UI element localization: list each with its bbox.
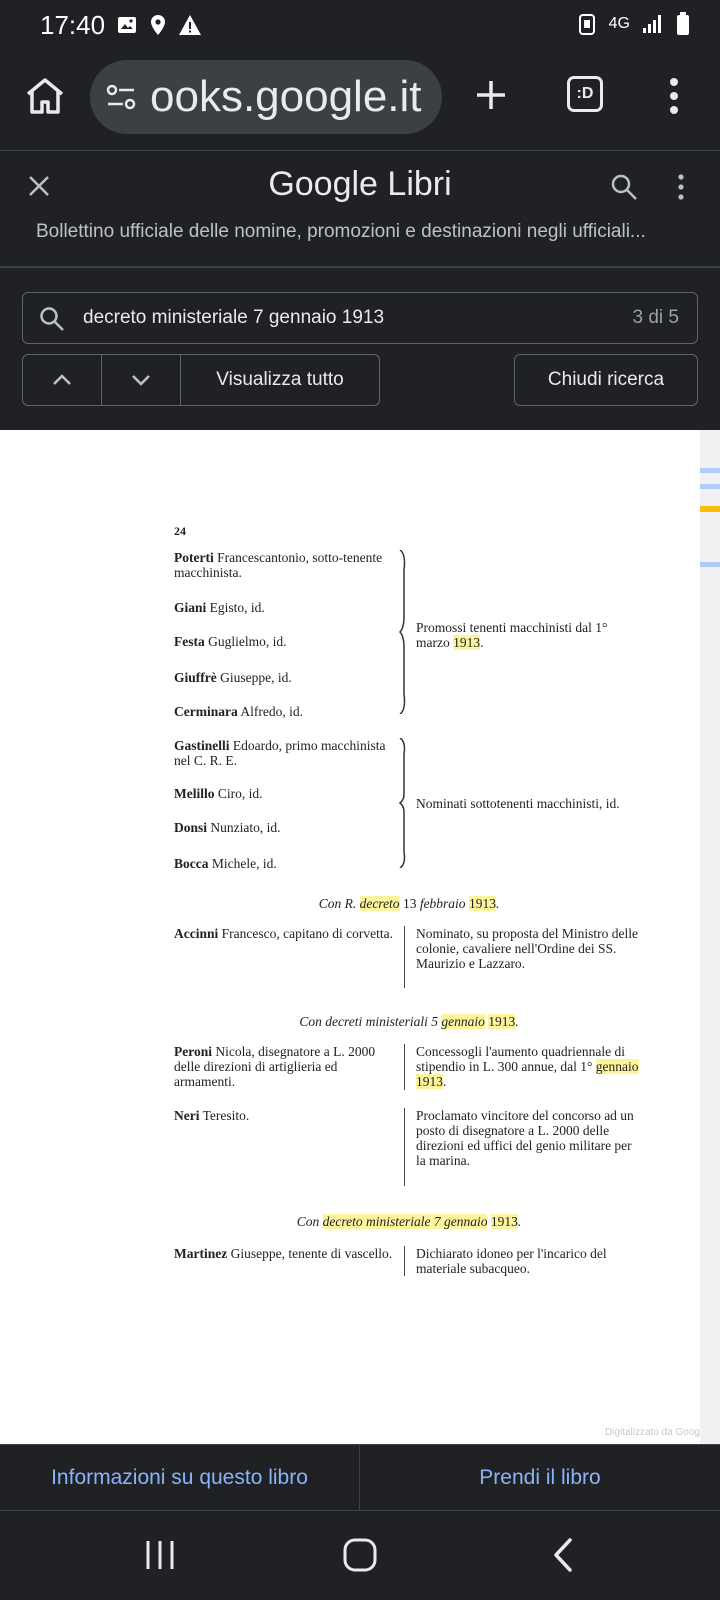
entry-text: Nunziato, id.	[210, 820, 281, 835]
search-icon[interactable]	[610, 173, 638, 201]
previous-result-button[interactable]	[22, 354, 102, 406]
libri-text: Libri	[387, 165, 452, 203]
surname: Accinni	[174, 926, 219, 941]
highlight-match: decreto ministeriale 7 gennaio	[322, 1214, 488, 1229]
home-icon[interactable]	[24, 76, 66, 116]
result-count: 3 di 5	[632, 307, 679, 328]
list-item	[174, 856, 396, 871]
entry-action: Concessogli l'aumento quadriennale di stipendio in L. 300 annue, dal 1° gennaio 1913.	[416, 1044, 639, 1089]
group-action: Promossi tenenti macchinisti dal 1° marzo 1913.	[416, 620, 608, 650]
back-icon[interactable]	[552, 1537, 574, 1573]
book-title: Bollettino ufficiale delle nomine, promozioni e destinazioni negli ufficiali...	[36, 221, 646, 242]
next-result-button[interactable]	[101, 354, 181, 406]
group-action: Nominati sottotenenti macchinisti, id.	[416, 796, 620, 811]
surname: Gastinelli	[174, 738, 230, 753]
list-item	[174, 1044, 396, 1089]
system-nav-bar	[0, 1510, 720, 1600]
highlight-match: decreto	[359, 896, 400, 911]
highlight-match: gennaio	[595, 1059, 639, 1074]
list-item	[174, 1108, 396, 1123]
surname: Festa	[174, 634, 205, 649]
home-nav-icon[interactable]	[342, 1537, 378, 1573]
search-panel	[0, 268, 720, 430]
surname: Peroni	[174, 1044, 212, 1059]
highlight-match: gennaio	[441, 1014, 485, 1029]
divider	[404, 1044, 405, 1090]
status-time: 17:40	[40, 10, 106, 40]
entry-text: Francesco, capitano di corvetta.	[221, 926, 393, 941]
data-saver-icon	[577, 12, 597, 36]
books-header	[0, 150, 720, 268]
highlight-match: 1913	[488, 1014, 516, 1029]
surname: Giuffrè	[174, 670, 217, 685]
current-result-marker[interactable]	[700, 506, 720, 512]
divider	[404, 1108, 405, 1186]
section-heading: Con R. decreto 13 febbraio 1913.	[318, 896, 500, 911]
divider	[404, 926, 405, 988]
highlight-match: 1913	[416, 1074, 443, 1089]
surname: Donsi	[174, 820, 208, 835]
entry-text: Guglielmo, id.	[208, 634, 287, 649]
network-type: 4G	[608, 15, 630, 32]
chevron-up-icon	[52, 374, 72, 386]
search-query[interactable]: decreto ministeriale 7 gennaio 1913	[83, 307, 385, 328]
highlight-match: 1913	[468, 896, 496, 911]
entry-text: Giuseppe, id.	[220, 670, 292, 685]
surname: Melillo	[174, 786, 215, 801]
entry-text: Egisto, id.	[209, 600, 265, 615]
more-options-icon[interactable]	[675, 173, 687, 201]
tabs-label: :D	[576, 85, 594, 102]
result-marker[interactable]	[700, 484, 720, 489]
entry-text: Ciro, id.	[217, 786, 263, 801]
google-logo-text: Google	[268, 165, 378, 203]
page-viewer[interactable]	[0, 430, 720, 1444]
divider	[404, 1246, 405, 1276]
url-bar[interactable]	[90, 60, 442, 134]
section-heading: Con decreti ministeriali 5 gennaio 1913.	[299, 1014, 519, 1029]
section-heading: Con decreto ministeriale 7 gennaio 1913.	[296, 1214, 522, 1229]
result-marker[interactable]	[700, 468, 720, 473]
close-search-button[interactable]	[514, 354, 698, 406]
list-item	[174, 670, 396, 685]
recent-apps-icon[interactable]	[144, 1539, 176, 1571]
list-item	[174, 820, 396, 835]
search-field-icon	[39, 306, 65, 332]
book-info-link[interactable]: Informazioni su questo libro	[0, 1445, 360, 1511]
site-settings-icon[interactable]	[106, 82, 136, 112]
action-text: Promossi tenenti macchinisti dal 1° marzo	[416, 620, 608, 650]
highlight-match: 1913	[490, 1214, 518, 1229]
list-item	[174, 738, 396, 768]
entry-action: Dichiarato idoneo per l'incarico del materiale subacqueo.	[416, 1246, 607, 1276]
search-input[interactable]	[22, 292, 698, 344]
bottom-links	[0, 1444, 720, 1510]
surname: Neri	[174, 1108, 200, 1123]
list-item	[174, 550, 396, 580]
get-book-link[interactable]: Prendi il libro	[479, 1466, 601, 1489]
url-text[interactable]: ooks.google.it	[150, 72, 422, 121]
list-item	[174, 1246, 396, 1261]
entry-action: Nominato, su proposta del Ministro delle colonie, cavaliere nell'Ordine dei SS. Maurizio e Lazzaro.	[416, 926, 638, 971]
browser-toolbar	[0, 52, 720, 150]
signal-icon	[642, 14, 664, 34]
close-search-label: Chiudi ricerca	[547, 369, 665, 390]
list-item	[174, 926, 396, 941]
highlight-match: 1913	[453, 635, 481, 650]
result-marker[interactable]	[700, 562, 720, 567]
surname: Cerminara	[174, 704, 238, 719]
entry-text: Michele, id.	[211, 856, 277, 871]
list-item	[174, 786, 396, 801]
warning-icon	[178, 14, 202, 36]
entry-text: Edoardo, primo macchinista nel C. R. E.	[174, 738, 386, 768]
list-item	[174, 704, 396, 719]
location-icon	[148, 14, 168, 36]
battery-icon	[676, 12, 690, 36]
chevron-down-icon	[131, 374, 151, 386]
gallery-icon	[116, 14, 138, 36]
entry-action: Proclamato vincitore del concorso ad un posto di disegnatore a L. 2000 delle direzioni ed uffici del genio militare per la marina.	[416, 1108, 634, 1168]
surname: Bocca	[174, 856, 209, 871]
page-number: 24	[174, 524, 186, 538]
entry-text: Nicola, disegnatore a L. 2000 delle direzioni di artiglieria ed armamenti.	[174, 1044, 376, 1089]
more-vert-icon[interactable]	[666, 76, 682, 116]
surname: Giani	[174, 600, 207, 615]
watermark: Digitalizzato da Goog	[604, 1427, 700, 1438]
surname: Martinez	[174, 1246, 228, 1261]
plus-icon[interactable]	[474, 78, 508, 112]
scrollbar[interactable]	[700, 430, 720, 1444]
entry-text: Giuseppe, tenente di vascello.	[230, 1246, 393, 1261]
brace	[398, 738, 408, 868]
entry-text: Alfredo, id.	[240, 704, 303, 719]
entry-text: Francescantonio, sotto-tenente macchinista.	[174, 550, 383, 580]
surname: Poterti	[174, 550, 214, 565]
view-all-label: Visualizza tutto	[216, 369, 344, 390]
list-item	[174, 634, 396, 649]
view-all-button[interactable]	[180, 354, 380, 406]
tabs-button[interactable]	[567, 76, 603, 112]
entry-text: Teresito.	[202, 1108, 250, 1123]
status-bar	[0, 0, 720, 52]
list-item	[174, 600, 396, 615]
brace	[398, 550, 408, 714]
